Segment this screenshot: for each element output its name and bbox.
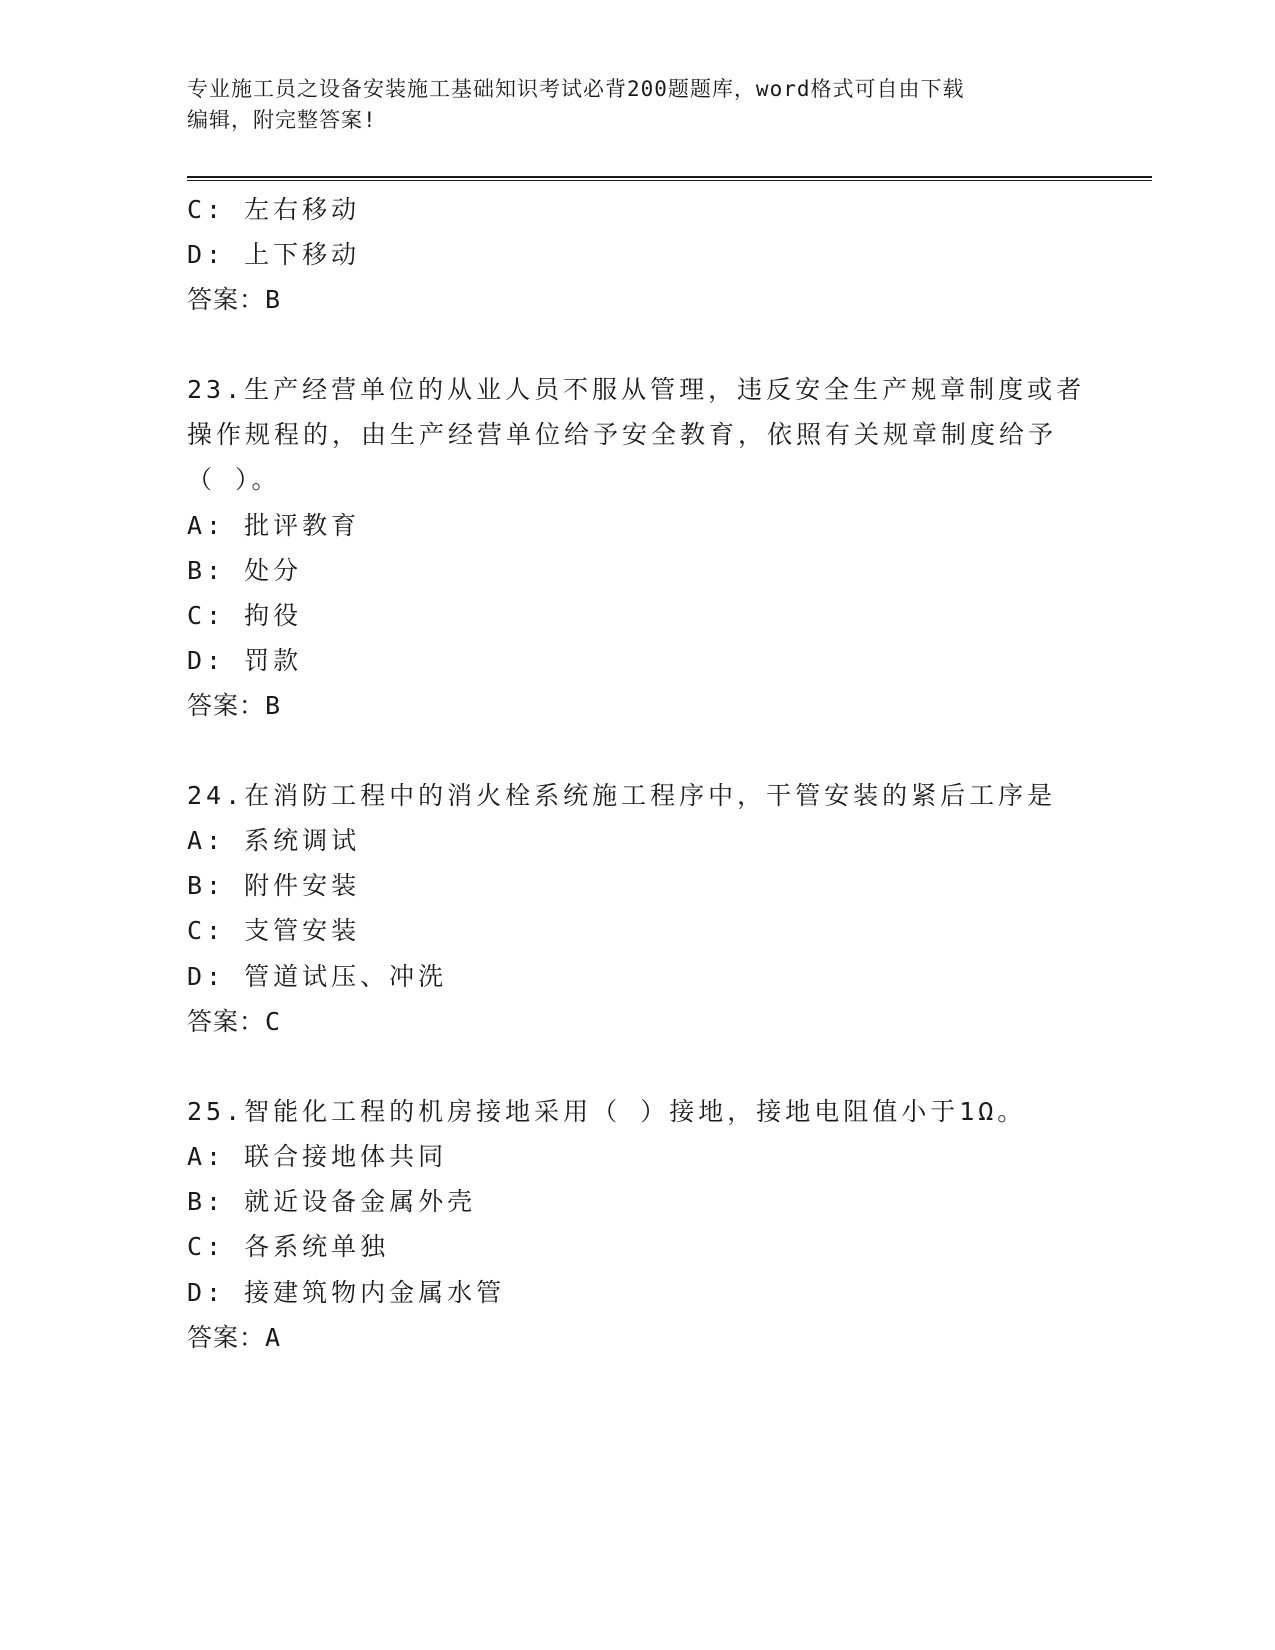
q22-answer: 答案：B: [187, 285, 282, 314]
document-header: [187, 74, 1067, 136]
q24-question-line-1: 24.在消防工程中的消火栓系统施工程序中，干管安装的紧后工序是: [187, 781, 1057, 810]
q24-option-a: A: 系统调试: [187, 826, 361, 855]
header-line-2: 编辑，附完整答案!: [187, 108, 377, 132]
q22-option-d: D: 上下移动: [187, 240, 361, 269]
q23-question-line-3: （ ）。: [187, 465, 281, 494]
q23-option-b: B: 处分: [187, 556, 303, 585]
q23-question-line-2: 操作规程的，由生产经营单位给予安全教育，依照有关规章制度给予: [187, 420, 1058, 449]
q23-answer: 答案：B: [187, 691, 282, 720]
q24-option-c: C: 支管安装: [187, 916, 361, 945]
q24-option-b: B: 附件安装: [187, 871, 361, 900]
q25-answer: 答案：A: [187, 1323, 282, 1352]
q25-question-line-1: 25.智能化工程的机房接地采用（ ）接地，接地电阻值小于1Ω。: [187, 1097, 1027, 1126]
q23-option-c: C: 拘役: [187, 601, 303, 630]
q24-answer: 答案：C: [187, 1007, 282, 1036]
q24-option-d: D: 管道试压、冲洗: [187, 962, 448, 991]
q23-question-line-1: 23.生产经营单位的从业人员不服从管理，违反安全生产规章制度或者: [187, 375, 1086, 404]
header-divider: [187, 176, 1152, 181]
q23-option-a: A: 批评教育: [187, 511, 361, 540]
q25-option-a: A: 联合接地体共同: [187, 1142, 448, 1171]
q23-option-d: D: 罚款: [187, 646, 303, 675]
q25-option-b: B: 就近设备金属外壳: [187, 1187, 477, 1216]
q25-option-c: C: 各系统单独: [187, 1232, 390, 1261]
q22-option-c: C: 左右移动: [187, 195, 361, 224]
q25-option-d: D: 接建筑物内金属水管: [187, 1278, 506, 1307]
header-line-1: 专业施工员之设备安装施工基础知识考试必背200题题库，word格式可自由下载: [187, 77, 965, 101]
